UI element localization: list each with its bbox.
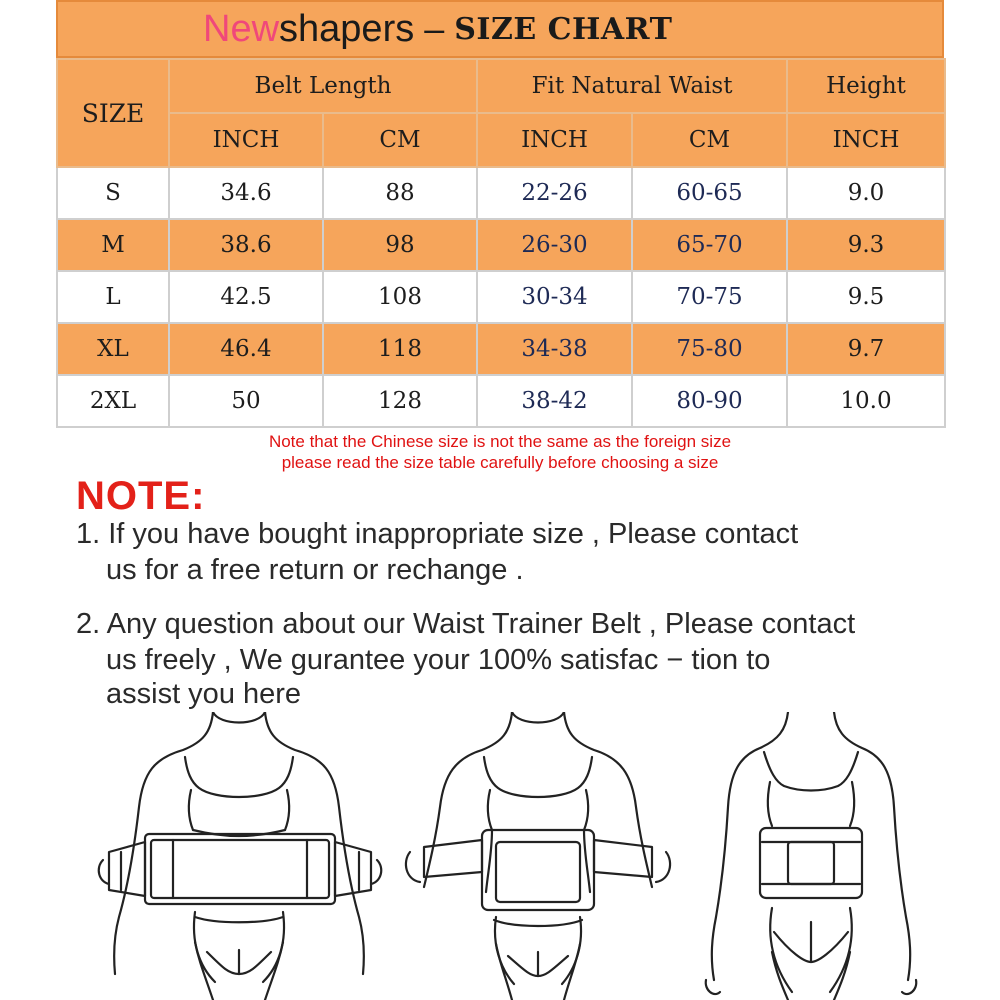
front-open-belt-illustration [95,712,385,1000]
height-cell: 10.0 [787,375,945,427]
chart-title: SIZE CHART [454,11,673,47]
height-cell: 9.5 [787,271,945,323]
table-row [57,167,945,219]
unit-header: INCH [169,113,323,167]
table-row [57,219,945,271]
size-warning-line-1: Note that the Chinese size is not the same as the foreign size [268,432,732,451]
note-item-2-line-3: assist you here [106,678,302,710]
table-row [57,375,945,427]
height-cell: 9.3 [787,219,945,271]
belt-inch-cell: 42.5 [169,271,323,323]
title-bar [56,0,944,58]
size-cell: XL [57,323,169,375]
size-header: SIZE [57,59,169,167]
unit-header: CM [323,113,477,167]
unit-header: INCH [787,113,945,167]
unit-header: CM [632,113,787,167]
waist-cm-cell: 80-90 [632,375,787,427]
waist-cm-cell: 65-70 [632,219,787,271]
note-item-1-line-2: us for a free return or rechange . [106,554,524,586]
unit-header: INCH [477,113,632,167]
table-unit-row [57,113,945,167]
waist-cm-cell: 75-80 [632,323,787,375]
waist-cm-cell: 60-65 [632,167,787,219]
waist-inch-cell: 30-34 [477,271,632,323]
belt-inch-cell: 34.6 [169,167,323,219]
note-item-2-line-2: us freely , We gurantee your 100% satisfac − tion to [106,644,771,676]
belt-cm-cell: 98 [323,219,477,271]
height-cell: 9.7 [787,323,945,375]
belt-cm-cell: 108 [323,271,477,323]
table-header-row [57,59,945,113]
belt-cm-cell: 118 [323,323,477,375]
waist-inch-cell: 22-26 [477,167,632,219]
table-row [57,271,945,323]
size-cell: S [57,167,169,219]
height-header: Height [787,59,945,113]
belt-cm-cell: 128 [323,375,477,427]
note-heading: NOTE: [76,474,206,518]
waist-inch-cell: 38-42 [477,375,632,427]
belt-inch-cell: 38.6 [169,219,323,271]
height-cell: 9.0 [787,167,945,219]
table-row [57,323,945,375]
belt-length-header: Belt Length [169,59,477,113]
size-table [56,58,946,428]
size-cell: 2XL [57,375,169,427]
belt-inch-cell: 46.4 [169,323,323,375]
fit-natural-waist-header: Fit Natural Waist [477,59,787,113]
note-item-2-line-1: 2. Any question about our Waist Trainer Belt , Please contact [76,608,856,640]
size-cell: L [57,271,169,323]
note-item-1-line-1: 1. If you have bought inappropriate size , Please contact [76,518,799,550]
brand-name-dark: shapers [279,7,415,50]
brand-name-pink: New [203,7,280,50]
size-cell: M [57,219,169,271]
title-dash: – [424,8,445,49]
belt-inch-cell: 50 [169,375,323,427]
waist-inch-cell: 34-38 [477,323,632,375]
waist-inch-cell: 26-30 [477,219,632,271]
waist-cm-cell: 70-75 [632,271,787,323]
size-warning-line-2: please read the size table carefully before choosing a size [281,453,719,472]
back-wrapped-belt-illustration [700,712,920,1000]
belt-cm-cell: 88 [323,167,477,219]
front-wrapped-belt-illustration [400,712,680,1000]
